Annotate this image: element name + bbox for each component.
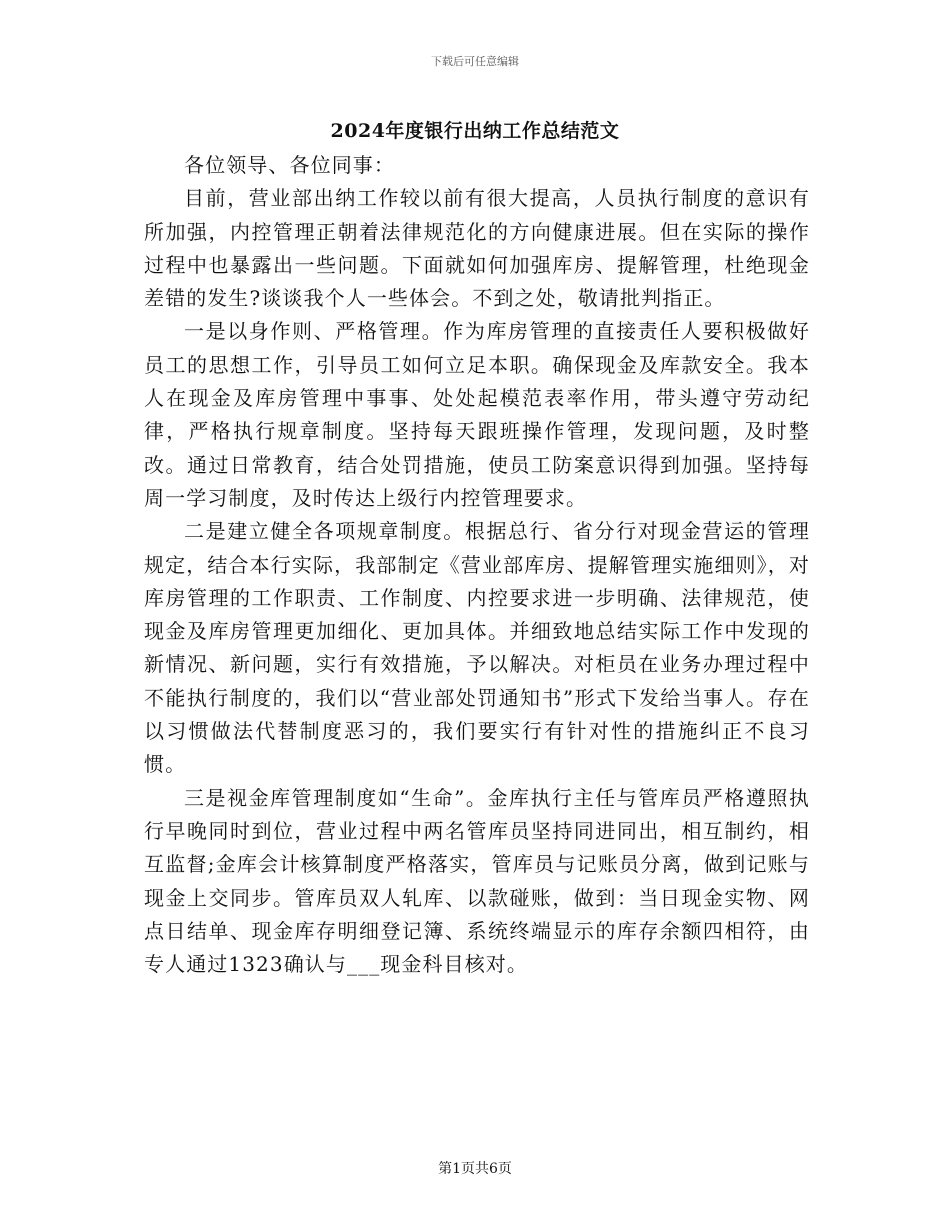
page-number: 第1页共6页 <box>438 1161 512 1177</box>
paragraph-point-two: 二是建立健全各项规章制度。根据总行、省分行对现金营运的管理规定，结合本行实际，我部制定《营业部库房、提解管理实施细则》，对库房管理的工作职责、工作制度、内控要求进一步明确、法律规范，使现金及库房管理更加细化、更加具体。并细致地总结实际工作中发现的新情况、新问题，实行有效措施，予以解决。对柜员在业务办理过程中不能执行制度的，我们以“营业部处罚通知书”形式下发给当事人。存在以习惯做法代替制度恶习的，我们要实行有针对性的措施纠正不良习惯。 <box>144 519 810 777</box>
paragraph-intro: 目前，营业部出纳工作较以前有很大提高，人员执行制度的意识有所加强，内控管理正朝着法律规范化的方向健康进展。但在实际的操作过程中也暴露出一些问题。下面就如何加强库房、提解管理，杜绝现金差错的发生?谈谈我个人一些体会。不到之处，敬请批判指正。 <box>144 186 810 311</box>
document-body <box>144 149 810 981</box>
paragraph-point-three: 三是视金库管理制度如“生命”。金库执行主任与管库员严格遵照执行早晚同时到位，营业过程中两名管库员坚持同进同出，相互制约，相互监督;金库会计核算制度严格落实，管库员与记账员分离，做到记账与现金上交同步。管库员双人轧库、以款碰账，做到：当日现金实物、网点日结单、现金库存明细登记簿、系统终端显示的库存余额四相符，由专人通过1323确认与___现金科目核对。 <box>144 785 810 977</box>
paragraph-point-one: 一是以身作则、严格管理。作为库房管理的直接责任人要积极做好员工的思想工作，引导员工如何立足本职。确保现金及库款安全。我本人在现金及库房管理中事事、处处起模范表率作用，带头遵守劳动纪律，严格执行规章制度。坚持每天跟班操作管理，发现问题，及时整改。通过日常教育，结合处罚措施，使员工防案意识得到加强。坚持每周一学习制度，及时传达上级行内控管理要求。 <box>144 319 810 510</box>
paragraph-salutation: 各位领导、各位同事： <box>184 153 395 177</box>
header-note: 下载后可任意编辑 <box>431 55 519 68</box>
document-title: 2024年度银行出纳工作总结范文 <box>330 120 620 142</box>
